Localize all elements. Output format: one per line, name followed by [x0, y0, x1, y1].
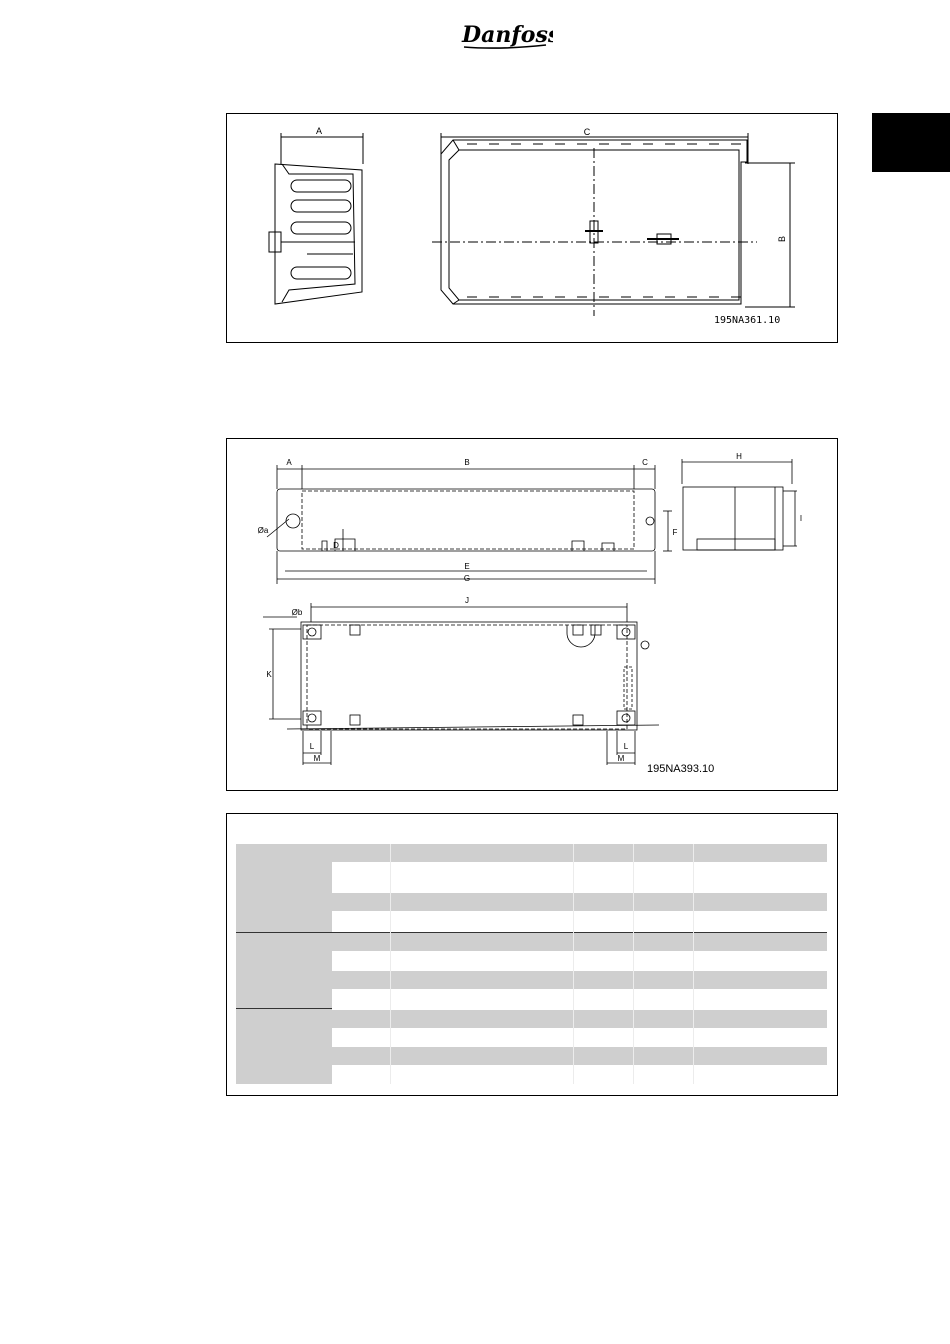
dim-d: D: [333, 541, 339, 550]
dim-m-left: M: [313, 754, 321, 763]
dim-a-label: A: [315, 126, 323, 136]
dim-b-label: B: [777, 235, 787, 243]
dim-l-right: L: [623, 742, 629, 751]
table-row: [332, 971, 827, 989]
danfoss-logo: [458, 18, 553, 57]
dim-b: B: [464, 458, 470, 467]
dim-dia-a: Øa: [257, 526, 269, 535]
dim-c-label: C: [583, 127, 591, 137]
logo-text: Danfoss: [462, 22, 553, 48]
dim-l-left: L: [309, 742, 315, 751]
figure-id: 195NA393.10: [647, 763, 715, 775]
dim-a: A: [286, 458, 292, 467]
figure-cover-drawing: [226, 113, 838, 343]
dim-j: J: [465, 596, 469, 605]
table-group-3: [236, 1009, 332, 1084]
figure-mounting-svg: [227, 439, 837, 790]
dim-g: G: [463, 574, 471, 583]
dim-m-right: M: [617, 754, 625, 763]
dim-e: E: [464, 562, 470, 571]
table-row: [332, 1047, 827, 1065]
dim-i: I: [799, 514, 803, 523]
table-row: [332, 1010, 827, 1028]
section-tab: [872, 113, 950, 172]
dim-k: K: [266, 670, 272, 679]
figure-id: 195NA361.10: [714, 315, 781, 326]
table-group-1: [236, 844, 332, 932]
table-row: [332, 893, 827, 911]
table-row: [332, 844, 827, 862]
dim-h: H: [736, 452, 742, 461]
dimension-table: [226, 813, 838, 1096]
figure-mounting-drawing: [226, 438, 838, 791]
dim-dia-b: Øb: [291, 608, 303, 617]
figure-cover-svg: [227, 114, 837, 342]
dim-f: F: [672, 528, 678, 537]
table-row: [332, 933, 827, 951]
dim-c: C: [642, 458, 648, 467]
table-group-2: [236, 932, 332, 1008]
